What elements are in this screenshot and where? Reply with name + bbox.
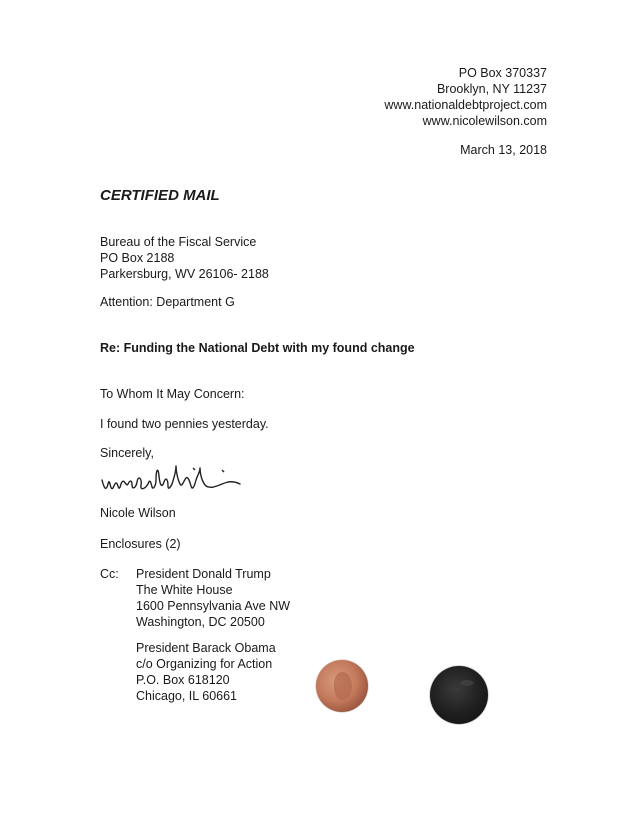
subject-line: Re: Funding the National Debt with my found change — [100, 341, 415, 355]
penny-copper-image — [316, 660, 368, 712]
cc-2-line-3: P.O. Box 618120 — [136, 673, 230, 687]
cc-2-line-4: Chicago, IL 60661 — [136, 689, 238, 703]
cc-1-line-4: Washington, DC 20500 — [136, 615, 265, 629]
penny-dark-image — [430, 666, 488, 724]
cc-recipient-2 — [136, 640, 276, 704]
penny-lincoln-relief — [334, 672, 352, 700]
enclosures-note: Enclosures (2) — [100, 537, 181, 551]
cc-1-line-3: 1600 Pennsylvania Ave NW — [136, 599, 291, 613]
signature-image — [96, 458, 246, 498]
recipient-name: Bureau of the Fiscal Service — [100, 235, 257, 249]
sender-city: Brooklyn, NY 11237 — [436, 82, 547, 96]
closing: Sincerely, — [100, 446, 154, 460]
cc-2-line-2: c/o Organizing for Action — [136, 657, 273, 671]
certified-mail-heading: CERTIFIED MAIL — [100, 187, 220, 204]
sender-website-1: www.nationaldebtproject.com — [384, 98, 547, 112]
cc-2-line-1: President Barack Obama — [136, 641, 276, 655]
cc-label: Cc: — [100, 567, 119, 581]
sender-address — [384, 65, 547, 129]
body-text: I found two pennies yesterday. — [100, 417, 269, 431]
recipient-po-box: PO Box 2188 — [100, 251, 175, 265]
letter-date: March 13, 2018 — [460, 143, 547, 157]
penny-sheen — [460, 680, 474, 686]
signer-name: Nicole Wilson — [100, 506, 176, 520]
recipient-address — [100, 234, 269, 282]
cc-recipient-1 — [136, 566, 290, 630]
recipient-city: Parkersburg, WV 26106- 2188 — [100, 267, 269, 281]
sender-po-box: PO Box 370337 — [458, 66, 547, 80]
cc-1-line-2: The White House — [136, 583, 233, 597]
salutation: To Whom It May Concern: — [100, 387, 245, 401]
attention-line: Attention: Department G — [100, 295, 235, 309]
sender-website-2: www.nicolewilson.com — [422, 114, 547, 128]
cc-1-line-1: President Donald Trump — [136, 567, 271, 581]
